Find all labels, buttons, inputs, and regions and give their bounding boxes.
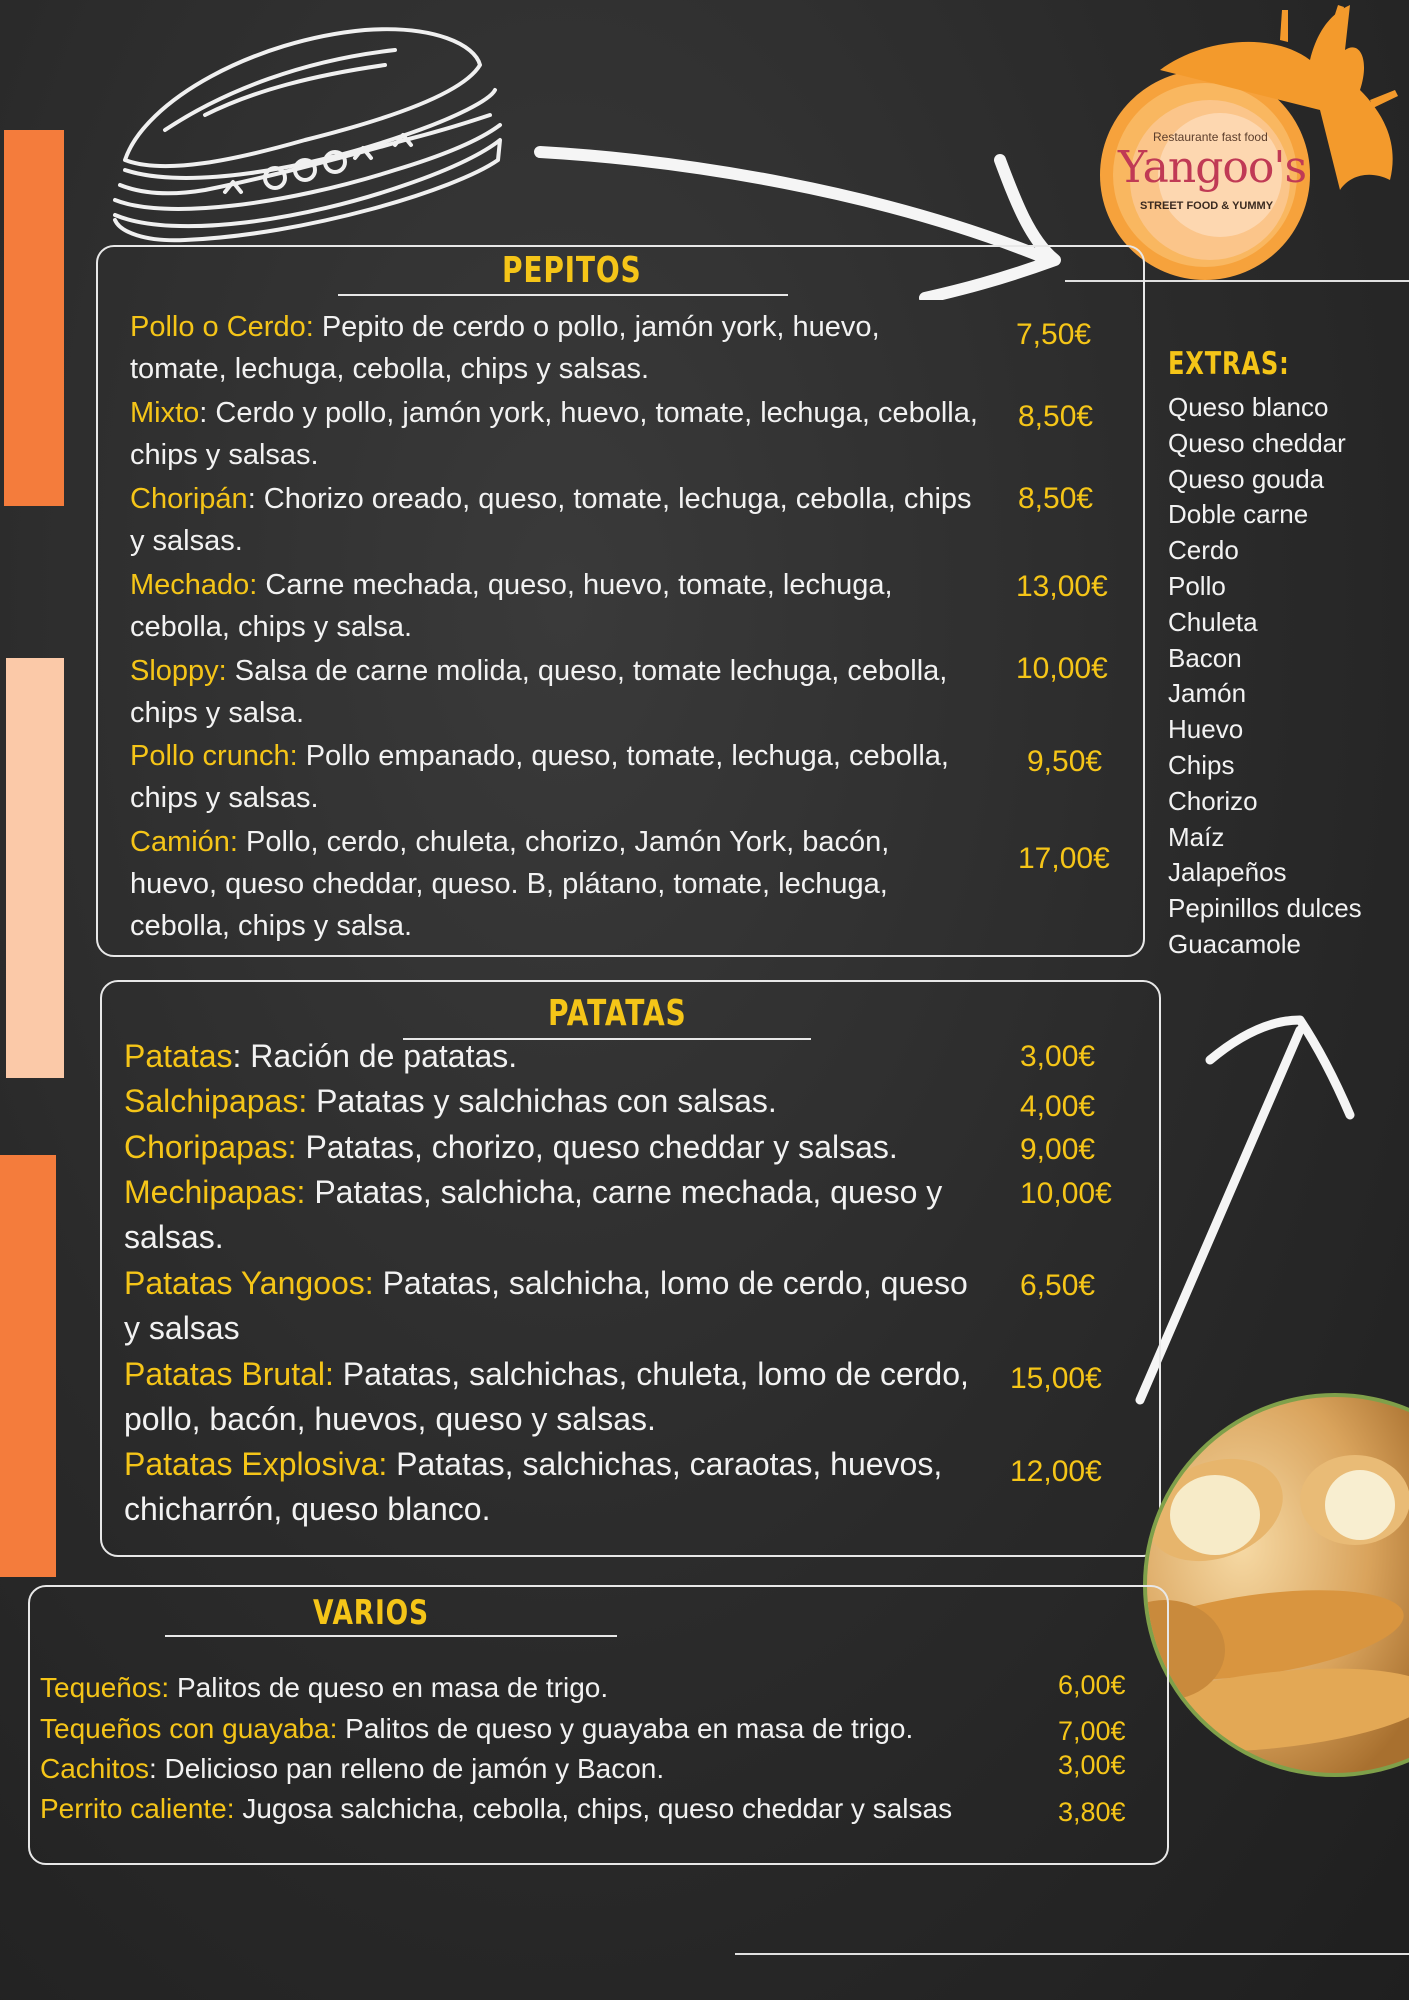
price-sloppy: 10,00€ xyxy=(1016,652,1108,685)
menu-item-pollo-crunch: Pollo crunch: Pollo empanado, queso, tomate, lechuga, cebolla, chips y salsas. xyxy=(130,740,949,814)
peach-side-bar-middle xyxy=(6,658,64,1078)
menu-item-mechado: Mechado: Carne mechada, queso, huevo, tomate, lechuga, cebolla, chips y salsa. xyxy=(130,569,893,643)
price-pollo-crunch: 9,50€ xyxy=(1027,745,1103,778)
extras-item: Doble carne xyxy=(1168,499,1309,530)
extras-item: Maíz xyxy=(1168,821,1225,852)
pepitos-title: PEPITOS xyxy=(502,250,642,291)
extras-item: Chips xyxy=(1168,749,1235,780)
extras-item: Cerdo xyxy=(1168,535,1239,566)
logo-name: Yangoo's xyxy=(1118,142,1307,193)
extras-item: Pepinillos dulces xyxy=(1168,893,1362,924)
extras-item: Queso cheddar xyxy=(1168,427,1346,458)
extras-list xyxy=(1168,390,1362,963)
menu-item-choripan: Choripán: Chorizo oreado, queso, tomate, lechuga, cebolla, chips y salsas. xyxy=(130,483,972,557)
extras-item: Guacamole xyxy=(1168,928,1301,959)
price-choripapas: 9,00€ xyxy=(1020,1133,1096,1166)
extras-title: EXTRAS: xyxy=(1168,346,1290,382)
varios-title: VARIOS xyxy=(313,1593,429,1633)
logo-tagline: Restaurante fast food xyxy=(1153,130,1268,144)
sandwich-illustration xyxy=(105,20,510,250)
menu-item-sloppy: Sloppy: Salsa de carne molida, queso, tomate lechuga, cebolla, chips y salsa. xyxy=(130,655,948,729)
menu-item-choripapas: Choripapas: Patatas, chorizo, queso cheddar y salsas. xyxy=(124,1129,898,1165)
price-pollo-o-cerdo: 7,50€ xyxy=(1016,318,1092,351)
price-mechipapas: 10,00€ xyxy=(1020,1177,1112,1210)
menu-item-patatas-yangoos: Patatas Yangoos: Patatas, salchicha, lomo de cerdo, queso y salsas xyxy=(124,1265,968,1346)
price-mechado: 13,00€ xyxy=(1016,570,1108,603)
menu-item-salchipapas: Salchipapas: Patatas y salchichas con salsas. xyxy=(124,1083,777,1119)
price-cachitos: 3,00€ xyxy=(1058,1750,1126,1780)
menu-item-tequenos-guayaba: Tequeños con guayaba: Palitos de queso y guayaba en masa de trigo. xyxy=(40,1713,914,1744)
menu-item-patatas: Patatas: Ración de patatas. xyxy=(124,1038,518,1074)
extras-item: Chuleta xyxy=(1168,606,1258,637)
price-patatas-yangoos: 6,50€ xyxy=(1020,1269,1096,1302)
menu-item-patatas-explosiva: Patatas Explosiva: Patatas, salchichas, caraotas, huevos, chicharrón, queso blanco. xyxy=(124,1446,943,1527)
divider-line-bottom xyxy=(735,1953,1409,1955)
extras-item: Jalapeños xyxy=(1168,857,1287,888)
extras-item: Chorizo xyxy=(1168,785,1258,816)
price-tequenos: 6,00€ xyxy=(1058,1670,1126,1700)
menu-item-camion: Camión: Pollo, cerdo, chuleta, chorizo, Jamón York, bacón, huevo, queso cheddar, queso. B, plátano, tomate, lechuga, cebolla, chips y salsa. xyxy=(130,826,890,942)
price-patatas-explosiva: 12,00€ xyxy=(1010,1455,1102,1488)
logo-subtitle: STREET FOOD & YUMMY xyxy=(1140,200,1274,212)
price-camion: 17,00€ xyxy=(1018,842,1110,875)
menu-item-mechipapas: Mechipapas: Patatas, salchicha, carne mechada, queso y salsas. xyxy=(124,1174,943,1255)
extras-item: Jamón xyxy=(1168,678,1247,709)
price-mixto: 8,50€ xyxy=(1018,400,1094,433)
menu-item-tequenos: Tequeños: Palitos de queso en masa de trigo. xyxy=(40,1672,609,1703)
extras-item: Queso gouda xyxy=(1168,463,1325,494)
patatas-title: PATATAS xyxy=(548,993,687,1034)
extras-item: Bacon xyxy=(1168,642,1242,673)
extras-item: Huevo xyxy=(1168,714,1244,745)
price-tequenos-guayaba: 7,00€ xyxy=(1058,1716,1126,1746)
price-patatas: 3,00€ xyxy=(1020,1040,1096,1073)
extras-item: Queso blanco xyxy=(1168,392,1329,422)
price-choripan: 8,50€ xyxy=(1018,482,1094,515)
price-salchipapas: 4,00€ xyxy=(1020,1090,1096,1123)
price-patatas-brutal: 15,00€ xyxy=(1010,1362,1102,1395)
price-perrito-caliente: 3,80€ xyxy=(1058,1797,1126,1827)
extras-item: Pollo xyxy=(1168,570,1226,601)
orange-side-bar-bottom xyxy=(0,1155,56,1577)
menu-item-cachitos: Cachitos: Delicioso pan relleno de jamón y Bacon. xyxy=(40,1753,665,1784)
menu-item-mixto: Mixto: Cerdo y pollo, jamón york, huevo, tomate, lechuga, cebolla, chips y salsas. xyxy=(130,397,978,471)
menu-item-patatas-brutal: Patatas Brutal: Patatas, salchichas, chuleta, lomo de cerdo, pollo, bacón, huevos, queso y salsas. xyxy=(124,1356,969,1437)
orange-side-bar-top xyxy=(4,130,64,506)
varios-title-underline xyxy=(165,1635,617,1637)
menu-item-perrito-caliente: Perrito caliente: Jugosa salchicha, cebolla, chips, queso cheddar y salsas xyxy=(40,1793,953,1824)
pepitos-title-underline xyxy=(338,294,788,296)
menu-item-pollo-o-cerdo: Pollo o Cerdo: Pepito de cerdo o pollo, jamón york, huevo, tomate, lechuga, cebolla, chips y salsas. xyxy=(130,311,880,385)
